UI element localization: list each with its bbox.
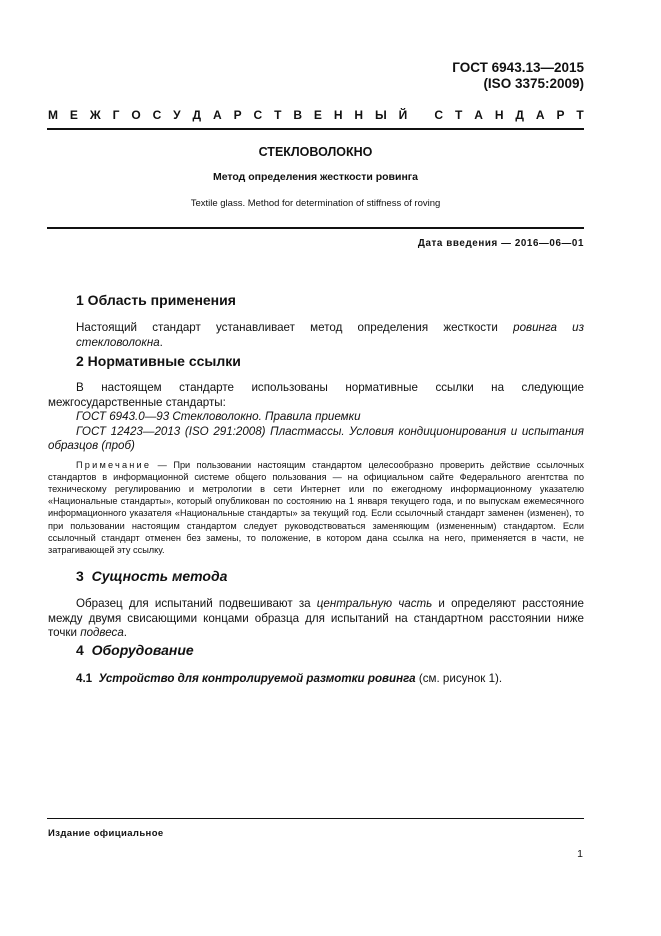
section-2-note: Примечание — При пользовании настоящим стандартом целесообразно проверить действие ссылочных стандартов в информационной системе общего пользования — на официальном сайте Федерального агентства по техническому регулированию и метрологии в сети Интернет или по ежегодному информационному указателю «Национальные стандарты», который опубликован по состоянию на 1 января текущего года, и по выпускам ежемесячного информационного указателя «Национальные стандарты» за текущий год. Если ссылочный стандарт заменен (изменен), то при пользовании настоящим стандартом следует руководствоваться заменяющим (измененным) стандартом. Если ссылочный стандарт отменен без замены, то положение, в котором дана ссылка на него, применяется в части, не затрагивающей эту ссылку.: [48, 459, 584, 555]
section-1-heading: 1 Область применения: [76, 292, 236, 308]
banner-letter: С: [152, 108, 162, 122]
banner-letter: Ы: [374, 108, 387, 122]
banner-letter: Р: [233, 108, 242, 122]
banner-letter: Ж: [89, 108, 101, 122]
banner-gap: [419, 108, 422, 122]
reference-gost-6943-0: ГОСТ 6943.0—93 Стекловолокно. Правила приемки: [76, 410, 361, 423]
banner-letter: Т: [576, 108, 584, 122]
banner-letter: М: [48, 108, 58, 122]
section-4-heading: 4 Оборудование: [76, 642, 194, 658]
banner-letter: Р: [556, 108, 565, 122]
page-number: 1: [577, 848, 583, 860]
title-rule: [47, 227, 584, 229]
document-title: СТЕКЛОВОЛОКНО: [258, 145, 373, 159]
standard-code: ГОСТ 6943.13—2015: [452, 60, 584, 75]
banner-letter: О: [131, 108, 141, 122]
reference-gost-12423: ГОСТ 12423—2013 (ISO 291:2008) Пластмассы. Условия кондиционирования и испытания образцов (проб): [48, 424, 584, 452]
banner-letter: Д: [515, 108, 524, 122]
banner-letter: Е: [313, 108, 322, 122]
section-1-text: Настоящий стандарт устанавливает метод определения жесткости ровинга из стекловолокна.: [76, 321, 584, 349]
banner-letter: А: [474, 108, 483, 122]
english-title: Textile glass. Method for determination of stiffness of roving: [190, 198, 441, 209]
banner-letter: С: [434, 108, 444, 122]
banner-letter: Т: [274, 108, 282, 122]
banner-letter: Й: [398, 108, 408, 122]
banner-letter: Г: [112, 108, 120, 122]
top-rule: [47, 128, 584, 130]
introduction-date: Дата введения — 2016—06—01: [417, 238, 584, 249]
banner-letter: Т: [454, 108, 463, 122]
banner-letter: Д: [192, 108, 202, 122]
banner-letter: А: [535, 108, 545, 122]
banner-letter: Н: [354, 108, 364, 122]
footer-rule: [47, 818, 584, 819]
section-3-text: Образец для испытаний подвешивают за центральную часть и определяют расстояние между двумя свисающими концами образца для испытаний на стандартном расстоянии ниже точки подвеса.: [48, 597, 584, 639]
banner-letter: В: [293, 108, 302, 122]
banner-letter: Е: [69, 108, 78, 122]
official-edition-label: Издание официальное: [48, 828, 164, 839]
standard-type-banner: [48, 108, 584, 122]
banner-letter: Н: [494, 108, 504, 122]
banner-letter: Н: [333, 108, 343, 122]
banner-letter: У: [173, 108, 181, 122]
document-subtitle: Метод определения жесткости ровинга: [212, 171, 419, 183]
iso-code: (ISO 3375:2009): [483, 76, 584, 91]
section-3-heading: 3 Сущность метода: [76, 568, 228, 584]
section-2-intro: В настоящем стандарте использованы нормативные ссылки на следующие межгосударственные стандарты:: [48, 381, 584, 409]
banner-letter: С: [253, 108, 263, 122]
section-2-heading: 2 Нормативные ссылки: [76, 353, 241, 369]
section-4-1-text: 4.1 Устройство для контролируемой размотки ровинга (см. рисунок 1).: [76, 672, 503, 685]
section-2-body: [48, 381, 584, 556]
banner-letter: А: [212, 108, 222, 122]
